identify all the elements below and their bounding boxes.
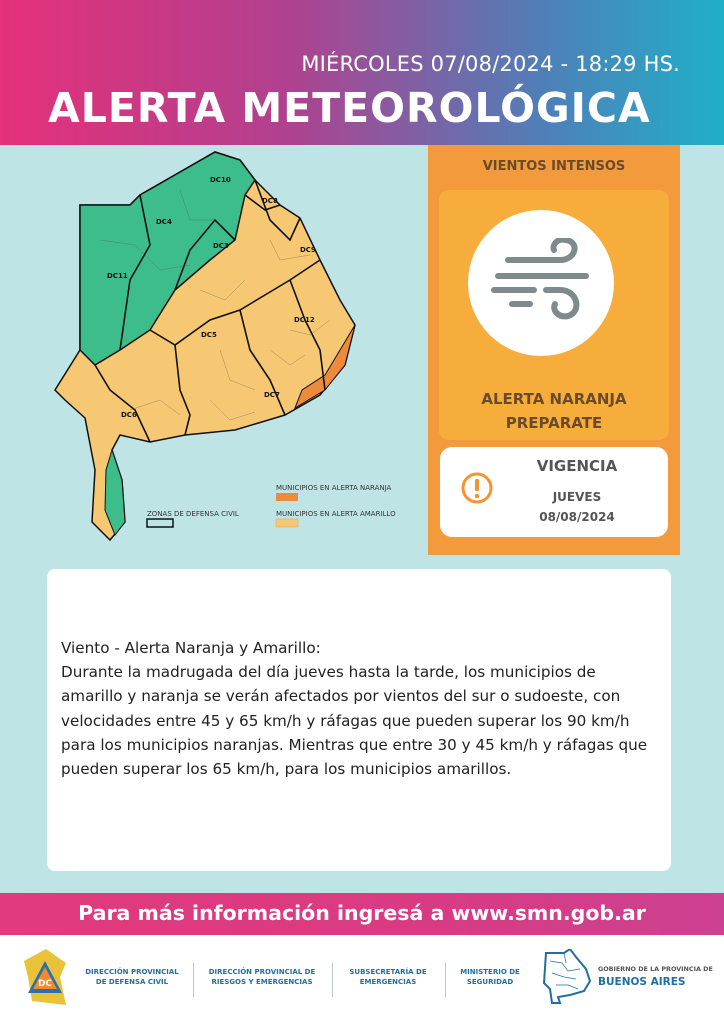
- legend-zonas: ZONAS DE DEFENSA CIVIL: [147, 510, 239, 518]
- org-line: SUBSECRETARÍA DE: [349, 968, 427, 976]
- alert-timestamp: MIÉRCOLES 07/08/2024 - 18:29 HS.: [301, 52, 680, 76]
- legend-amarillo: MUNICIPIOS EN ALERTA AMARILLO: [276, 510, 396, 518]
- label-dc9: DC9: [300, 246, 316, 254]
- vigencia-day: JUEVES: [552, 490, 602, 504]
- wind-icon-circle: [468, 210, 614, 356]
- label-dc3: DC3: [213, 242, 229, 250]
- buenos-aires-label: BUENOS AIRES: [598, 976, 686, 988]
- more-info-link[interactable]: Para más información ingresá a www.smn.gob.ar: [78, 901, 646, 925]
- divider: [445, 963, 446, 997]
- alert-icon-panel: [439, 190, 669, 440]
- vigencia-date: 08/08/2024: [539, 510, 615, 524]
- alert-level-line2: PREPARATE: [505, 414, 603, 432]
- info-bar: [0, 893, 724, 935]
- label-dc6: DC6: [121, 411, 137, 419]
- description-text: [61, 636, 661, 781]
- alert-card: [428, 145, 680, 555]
- legend-swatch-zonas: [147, 519, 173, 527]
- description-card: [47, 569, 671, 871]
- description-heading: Viento - Alerta Naranja y Amarillo:: [61, 639, 321, 657]
- alert-level: [439, 387, 669, 435]
- org-line: RIESGOS Y EMERGENCIAS: [211, 978, 313, 986]
- org-line: EMERGENCIAS: [359, 978, 417, 986]
- org-line: SEGURIDAD: [466, 978, 514, 986]
- wind-icon: [490, 238, 594, 328]
- legend-swatch-naranja: [276, 493, 298, 501]
- label-dc11: DC11: [107, 272, 128, 280]
- description-body: Durante la madrugada del día jueves hasta la tarde, los municipios de amarillo y naranja se verán afectados por vientos del sur o sudoeste, con velocidades entre 45 y 65 km/h y ráfagas que pueden superar los 90 km/h para los municipios naranjas. Mientras que entre 30 y 45 km/h y ráfagas que pueden superar los 65 km/h, para los municipios amarillos.: [61, 663, 648, 779]
- alert-type: VIENTOS INTENSOS: [482, 159, 626, 174]
- page-title: ALERTA METEOROLÓGICA: [48, 84, 651, 132]
- gobierno-label: GOBIERNO DE LA PROVINCIA DE: [598, 965, 713, 973]
- defensa-civil-logo: [20, 947, 70, 1007]
- label-dc12: DC12: [294, 316, 315, 324]
- label-dc8: DC8: [262, 197, 278, 205]
- alert-level-line1: ALERTA NARANJA: [481, 390, 627, 408]
- org-subsecretaria: [338, 967, 438, 987]
- province-map-svg: [40, 150, 430, 555]
- legend-naranja: MUNICIPIOS EN ALERTA NARANJA: [276, 484, 392, 492]
- org-defensa-civil: [80, 967, 184, 987]
- legend-swatch-amarillo: [276, 519, 298, 527]
- header-banner: [0, 0, 724, 145]
- org-line: DIRECCIÓN PROVINCIAL: [85, 968, 179, 976]
- org-riesgos: [200, 967, 324, 987]
- label-dc5: DC5: [201, 331, 217, 339]
- vigencia-title: VIGENCIA: [536, 457, 618, 475]
- divider: [332, 963, 333, 997]
- label-dc4: DC4: [156, 218, 172, 226]
- buenos-aires-map-logo: [540, 949, 592, 1005]
- logo-text: DC: [37, 979, 53, 989]
- exclamation-icon: [460, 471, 494, 505]
- alert-map: [40, 150, 430, 555]
- divider: [193, 963, 194, 997]
- label-dc10: DC10: [210, 176, 231, 184]
- label-dc7: DC7: [264, 391, 280, 399]
- org-line: DIRECCIÓN PROVINCIAL DE: [208, 968, 316, 976]
- footer: [0, 935, 724, 1024]
- org-ministerio: [450, 967, 530, 987]
- org-line: DE DEFENSA CIVIL: [95, 978, 169, 986]
- org-line: MINISTERIO DE: [460, 968, 520, 976]
- vigencia-box: [440, 447, 668, 537]
